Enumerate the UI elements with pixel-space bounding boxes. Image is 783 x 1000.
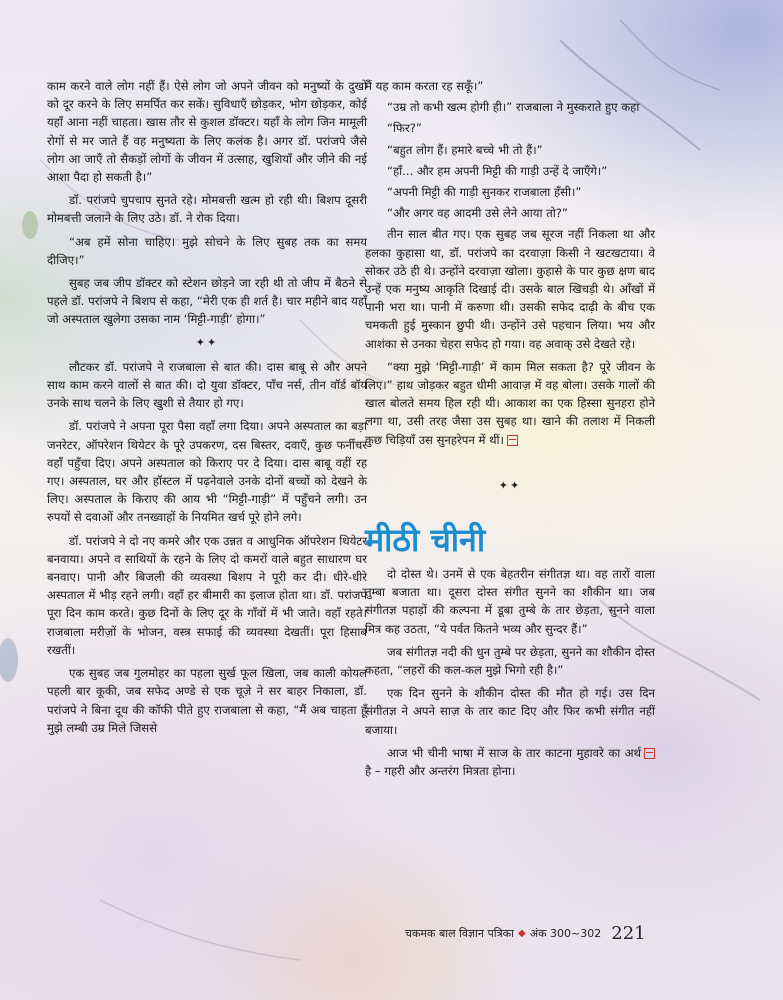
- paragraph: तीन साल बीत गए। एक सुबह जब सूरज नहीं निकला था और हलका कुहासा था, डॉ. परांजपे का दरवाज़ा किसी ने खटखटाया। वे सोकर उठे ही थे। उन्होंने दरवाज़ा खोला। कुहासे के पार कुछ क्षण बाद उन्हें एक मनुष्य आकृति दिखाई दी। उसके बाल खिचड़ी थे। आँखों में पानी भरा था। पानी में करुणा थी। उसकी सफेद दाढ़ी के बीच एक चमकती हुई मुस्कान छुपी थी। उन्होंने उसे पहचान लिया। भय और आशंका से उनका चेहरा सफेद हो गया। वह अवाक् उसे देखते रहे।: [365, 227, 655, 351]
- paragraph: एक सुबह जब गुलमोहर का पहला सुर्ख फूल खिला, जब काली कोयल पहली बार कूकी, जब सफेद अण्डे से एक चूज़े ने सर बाहर निकाला, डॉ. परांजपे ने बिना दूध की कॉफी पीते हुए राजबाला से कहा, “मैं अब चाहता हूँ मुझे लम्बी उम्र मिले जिससे: [47, 666, 367, 735]
- paragraph-text: आज भी चीनी भाषा में साज के तार काटना मुहावरे का अर्थ है – गहरी और अन्तरंग मित्रता होना।: [365, 745, 641, 779]
- paragraph: जब संगीतज्ञ नदी की धुन तुम्बे पर छेड़ता, सुनने का शौकीन दोस्त कहता, “लहरों की कल-कल मुझे भिगो रही है।”: [365, 644, 655, 678]
- issue-number: अंक 300~302: [529, 926, 602, 940]
- paragraph: “उम्र तो कभी खत्म होगी ही।” राजबाला ने मुस्कराते हुए कहा: [387, 100, 640, 115]
- paragraph: “अब हमें सोना चाहिए। मुझे सोचने के लिए सुबह तक का समय दीजिए।”: [47, 234, 367, 267]
- story-end-icon: [644, 748, 655, 759]
- paragraph: “अपनी मिट्टी की गाड़ी सुनकर राजबाला हँसी।”: [387, 185, 582, 200]
- page-footer: [405, 922, 665, 944]
- paragraph: डॉ. परांजपे चुपचाप सुनते रहे। मोमबत्ती खत्म हो रही थी। बिशप दूसरी मोमबत्ती जलाने के लिए उठे। डॉ. ने रोक दिया।: [47, 193, 367, 226]
- paragraph: सुबह जब जीप डॉक्टर को स्टेशन छोड़ने जा रही थी तो जीप में बैठने से पहले डॉ. परांजपे ने बिशप से कहा, “मेरी एक ही शर्त है। चार महीने बाद यहाँ जो अस्पताल खुलेगा उसका नाम ‘मिट्टी-गाड़ी’ होगा।”: [47, 276, 367, 327]
- left-column: [47, 77, 367, 742]
- paragraph: काम करने वाले लोग नहीं हैं। ऐसे लोग जो अपने जीवन को मनुष्यों के दुखों को दूर करने के लिए समर्पित कर सकें। सुविधाएँ छोड़कर, भोग छोड़कर, कोई यहाँ आना नहीं चाहता। खास तौर से कुशल डॉक्टर। यहाँ के लोग जिन मामूली रोगों से मर जाते हैं वह मनुष्यता के लिए कलंक है। अगर डॉ. परांजपे जैसे लोग आ जाएँ तो सैकड़ों लोगों के जीवन में उत्साह, खुशियाँ और जीने की नई आशा पैदा हो सकती है।”: [47, 79, 367, 185]
- paragraph-text: “क्या मुझे ‘मिट्टी-गाड़ी’ में काम मिल सकता है? पूरे जीवन के लिए।” हाथ जोड़कर बहुत धीमी आवाज़ में वह बोला। उसके गालों की खाल बोलते समय हिल रही थी। आकाश का एक हिस्सा सुनहरा होने लगा था, उसी तरह जैसा उस सुबह था। खाने की तलाश में निकली कुछ चिड़ियाँ उस सुनहरेपन में थीं।: [365, 359, 655, 447]
- paragraph: दो दोस्त थे। उनमें से एक बेहतरीन संगीतज्ञ था। वह तारों वाला तुम्बा बजाता था। दूसरा दोस्त संगीत सुनने का शौकीन था। जब संगीतज्ञ पहाड़ों की कल्पना में डूबा तुम्बे के तार छेड़ता, सुनने वाला मित्र कह उठता, “ये पर्वत कितने भव्य और सुन्दर हैं।”: [365, 567, 655, 636]
- paragraph: डॉ. परांजपे ने अपना पूरा पैसा वहाँ लगा दिया। अपने अस्पताल का बड़ा जनरेटर, ऑपरेशन थियेटर के पूरे उपकरण, दस बिस्तर, दवाएँ, कुछ फर्नीचर वहाँ पहुँचा दिए। अपने अस्पताल को किराए पर दे दिया। दास बाबू वहीं रह गए। अस्पताल, घर और हॉस्टल में पढ़नेवाले उनके दोनों बच्चों को देखने के लिए। अस्पताल के किराए की आय भी “मिट्टी-गाड़ी” में पहुँचने लगी। उन रुपयों से दवाओं और तनख्वाहों के नियमित खर्च पूरे होने लगे।: [47, 419, 367, 525]
- paragraph: [365, 358, 655, 449]
- diamond-icon: ◆: [517, 927, 526, 939]
- paragraph: “बहुत लोग हैं। हमारे बच्चे भी तो हैं।”: [387, 142, 543, 157]
- paragraph: “हाँ... और हम अपनी मिट्टी की गाड़ी उन्हें दे जाएँगे।”: [387, 163, 608, 178]
- page-number: 221: [611, 922, 646, 944]
- section-separator: ✦✦: [195, 335, 219, 349]
- paragraph: लौटकर डॉ. परांजपे ने राजबाला से बात की। दास बाबू से और अपने साथ काम करने वालों से बात की। दो युवा डॉक्टर, पाँच नर्स, तीन वॉर्ड बॉय उनके साथ चलने के लिए खुशी से तैयार हो गए।: [47, 359, 367, 411]
- paragraph: “फिर?”: [387, 121, 422, 136]
- story-end-icon: [507, 435, 518, 446]
- paragraph: मैं यह काम करता रह सकूँ।”: [365, 79, 484, 93]
- story-title: मीठी चीनी: [365, 521, 486, 560]
- right-column: [365, 77, 655, 785]
- paragraph: एक दिन सुनने के शौकीन दोस्त की मौत हो गई। उस दिन संगीतज्ञ ने अपने साज़ के तार काट दिए और फिर कभी संगीत नहीं बजाया।: [365, 686, 655, 737]
- section-separator: ✦✦: [498, 478, 522, 492]
- paragraph: डॉ. परांजपे ने दो नए कमरे और एक उन्नत व आधुनिक ऑपरेशन थियेटर बनवाया। अपने व साथियों के रहने के लिए दो कमरों वाले बहुत साधारण घर बनवाए। पानी और बिजली की व्यवस्था बिशप ने पूरी कर दी। धीरे-धीरे अस्पताल में भीड़ रहने लगी। वहाँ हर बीमारी का इलाज होता था। डॉ. परांजपे पूरा दिन काम करते। कुछ दिनों के लिए दूर के गाँवों में भी जाते। वहाँ रहते। राजबाला मरीज़ों के भोजन, वस्त्र सफाई की व्यवस्था देखतीं। पूरा हिसाब रखतीं।: [47, 533, 367, 657]
- magazine-name: चकमक बाल विज्ञान पत्रिका: [405, 926, 514, 940]
- paragraph: [365, 744, 655, 780]
- paragraph: “और अगर वह आदमी उसे लेने आया तो?”: [387, 206, 568, 221]
